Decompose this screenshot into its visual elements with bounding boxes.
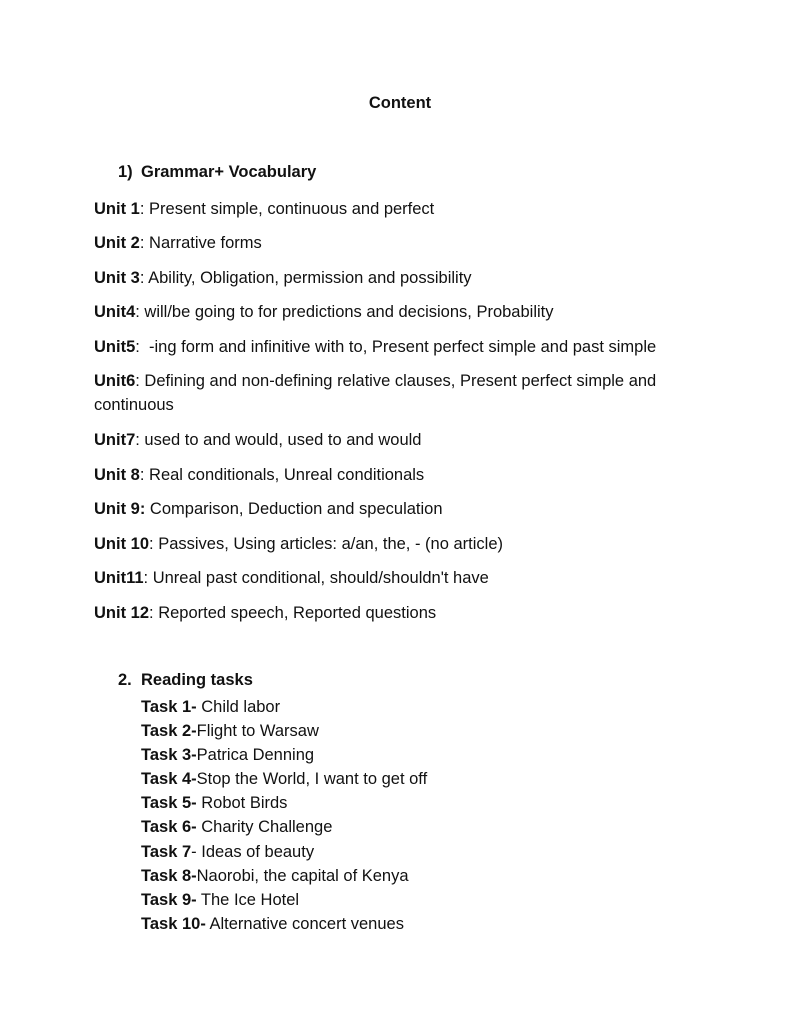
task-label: Task 6-: [141, 818, 197, 837]
unit-entry: [94, 335, 694, 359]
unit-entry: [94, 428, 694, 452]
task-label: Task 5-: [141, 794, 197, 813]
task-item: [141, 743, 427, 767]
unit-sep: :: [135, 303, 140, 321]
unit-label: Unit4: [94, 303, 136, 321]
unit-entry: [94, 497, 694, 521]
unit-label: Unit 9:: [94, 500, 146, 518]
task-text: Stop the World, I want to get off: [196, 770, 428, 789]
unit-label: Unit 10: [94, 535, 150, 553]
task-item: [141, 815, 427, 839]
unit-text: -ing form and infinitive with to, Present perfect simple and past simple: [139, 338, 657, 356]
unit-label: Unit 8: [94, 466, 140, 484]
unit-text: Present simple, continuous and perfect: [144, 200, 435, 218]
task-label: Task 4-: [141, 770, 197, 789]
unit-sep: :: [135, 372, 140, 390]
task-item: [141, 912, 427, 936]
unit-entry: [94, 463, 694, 487]
task-label: Task 7: [141, 842, 192, 861]
task-text: The Ice Hotel: [196, 890, 300, 909]
task-text: Alternative concert venues: [205, 914, 404, 933]
task-item: [141, 719, 427, 743]
task-label: Task 8-: [141, 866, 197, 885]
unit-label: Unit7: [94, 431, 136, 449]
task-text: Naorobi, the capital of Kenya: [196, 866, 409, 885]
task-label: Task 3-: [141, 746, 197, 765]
unit-text: will/be going to for predictions and decisions, Probability: [139, 303, 554, 321]
section-heading-grammar: [118, 163, 316, 182]
task-label: Task 1-: [141, 698, 197, 716]
task-text: Charity Challenge: [196, 818, 333, 837]
section-number: 1): [118, 163, 133, 181]
unit-text: used to and would, used to and would: [139, 431, 422, 449]
unit-text: Reported speech, Reported questions: [153, 604, 437, 622]
unit-sep: :: [139, 234, 145, 252]
unit-label: Unit 2: [94, 234, 140, 252]
unit-text: Defining and non-defining relative clauses, Present perfect simple and continuous: [94, 372, 657, 414]
task-item: [141, 695, 427, 719]
section-number: 2.: [118, 671, 132, 689]
task-text: Flight to Warsaw: [196, 722, 319, 741]
section-heading-reading: [118, 671, 253, 690]
unit-entry: [94, 266, 694, 290]
unit-label: Unit 1: [94, 200, 140, 218]
task-item: [141, 864, 427, 888]
unit-label: Unit11: [94, 569, 144, 587]
unit-entry: [94, 601, 694, 625]
page-title: Content: [368, 94, 432, 112]
unit-text: Narrative forms: [144, 234, 262, 252]
task-text: Child labor: [196, 698, 281, 716]
task-text: Robot Birds: [196, 794, 288, 813]
unit-sep: :: [149, 604, 154, 622]
task-item: [141, 840, 427, 864]
section-title: Reading tasks: [141, 671, 253, 689]
unit-label: Unit5: [94, 338, 136, 356]
unit-entry: [94, 300, 694, 324]
unit-text: Ability, Obligation, permission and possibility: [144, 269, 472, 287]
unit-text: Unreal past conditional, should/shouldn't have: [148, 569, 489, 587]
task-item: [141, 888, 427, 912]
unit-label: Unit 3: [94, 269, 140, 287]
unit-label: Unit6: [94, 372, 136, 390]
unit-entry: [94, 532, 694, 556]
task-label: Task 10-: [141, 914, 206, 933]
task-item: [141, 791, 427, 815]
task-label: Task 2-: [141, 722, 197, 741]
section-title: Grammar+ Vocabulary: [141, 163, 317, 181]
unit-sep: :: [139, 466, 145, 484]
task-text: - Ideas of beauty: [191, 842, 315, 861]
unit-sep: :: [139, 269, 145, 287]
task-label: Task 9-: [141, 890, 197, 909]
unit-entry: [94, 231, 694, 255]
unit-sep: :: [149, 535, 154, 553]
unit-entry: [94, 566, 694, 590]
unit-text: Comparison, Deduction and speculation: [145, 500, 443, 518]
task-list: [141, 695, 427, 936]
unit-sep: :: [143, 569, 149, 587]
unit-text: Real conditionals, Unreal conditionals: [144, 466, 425, 484]
unit-sep: :: [139, 200, 145, 218]
unit-entry: [94, 197, 694, 221]
task-text: Patrica Denning: [196, 746, 315, 765]
unit-label: Unit 12: [94, 604, 150, 622]
task-item: [141, 767, 427, 791]
unit-sep: :: [135, 431, 140, 449]
unit-entry: [94, 369, 694, 417]
unit-sep: :: [135, 338, 140, 356]
unit-text: Passives, Using articles: a/an, the, - (no article): [153, 535, 503, 553]
